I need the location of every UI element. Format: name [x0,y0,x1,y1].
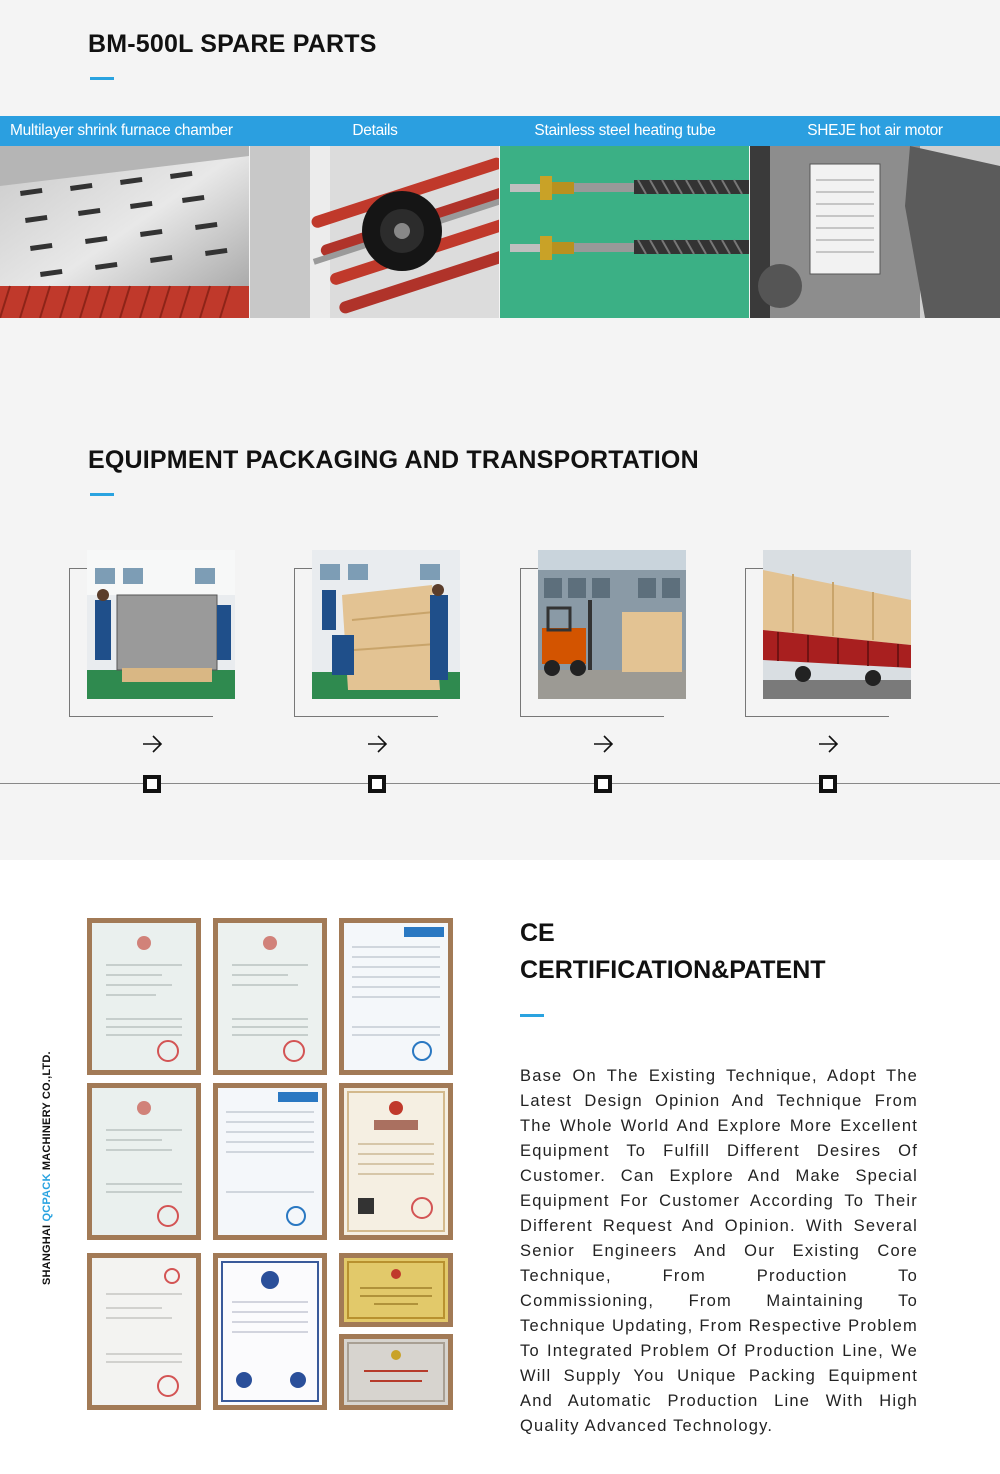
spare-parts-title: BM-500L SPARE PARTS [88,30,377,58]
certification-title-line1: CE [520,919,555,947]
packaging-step [294,550,520,802]
arrow-right-icon [592,734,616,754]
honor-certificate-image [339,1253,453,1327]
timeline-node-icon [594,775,612,793]
quality-management-certificate-image [213,1253,327,1410]
packaging-title: EQUIPMENT PACKAGING AND TRANSPORTATION [88,446,699,474]
spare-part-card [500,116,750,318]
spare-parts-strip [0,116,1000,318]
arrow-right-icon [366,734,390,754]
packaging-step [520,550,746,802]
arrow-right-icon [817,734,841,754]
workers-wrapping-machine-photo [87,550,235,699]
spare-part-card [750,116,1000,318]
ce-certificate-image [339,918,453,1075]
timeline-node-icon [819,775,837,793]
timeline-node-icon [368,775,386,793]
certification-title-line2: CERTIFICATION&PATENT [520,956,826,984]
ce-certificate-image [213,1083,327,1240]
furnace-chamber-photo [0,146,249,318]
honor-certificate-image [339,1334,453,1410]
company-brand: QCPACK [41,1173,53,1222]
title-accent-bar [90,493,114,496]
title-accent-bar [520,1014,544,1017]
company-suffix: MACHINERY CO.,LTD. [41,1051,53,1174]
company-name-vertical [41,1051,53,1285]
crates-loaded-on-truck-photo [763,550,911,699]
patent-certificate-image [87,1083,201,1240]
patent-certificate-image [87,918,201,1075]
packaging-step [69,550,295,802]
spare-part-label: Details [250,116,500,146]
arrow-right-icon [141,734,165,754]
sprocket-detail-photo [250,146,499,318]
company-prefix: SHANGHAI [41,1221,53,1285]
spare-part-card [0,116,250,318]
workers-building-wooden-crate-photo [312,550,460,699]
packaging-step [745,550,971,802]
heating-tube-photo [500,146,749,318]
patent-certificate-image [87,1253,201,1410]
spare-part-label: Stainless steel heating tube [500,116,750,146]
certification-description: Base On The Existing Technique, Adopt The Latest Design Opinion And Technique From The Whole World And Explore More Excellent Equipment To Fulfill Different Desires Of Customer. Can Explore And Make Special Equipment For Customer According To Their Different Request And Opinion. With Several Senior Engineers And Our Existing Core Technique, From Production To Commissioning, From Maintaining To Technique Updating, From Respective Problem To Integrated Problem Of Production Line, We Will Supply You Unique Packing Equipment And Automatic Production Line With High Quality Advanced Technology. [520,1067,918,1435]
forklift-moving-crate-photo [538,550,686,699]
business-license-image [339,1083,453,1240]
patent-certificate-image [213,918,327,1075]
title-accent-bar [90,77,114,80]
spare-part-label: Multilayer shrink furnace chamber [0,116,250,146]
timeline-node-icon [143,775,161,793]
certification-title [520,915,826,989]
hot-air-motor-photo [750,146,1000,318]
spare-part-label: SHEJE hot air motor [750,116,1000,146]
spare-part-card [250,116,500,318]
